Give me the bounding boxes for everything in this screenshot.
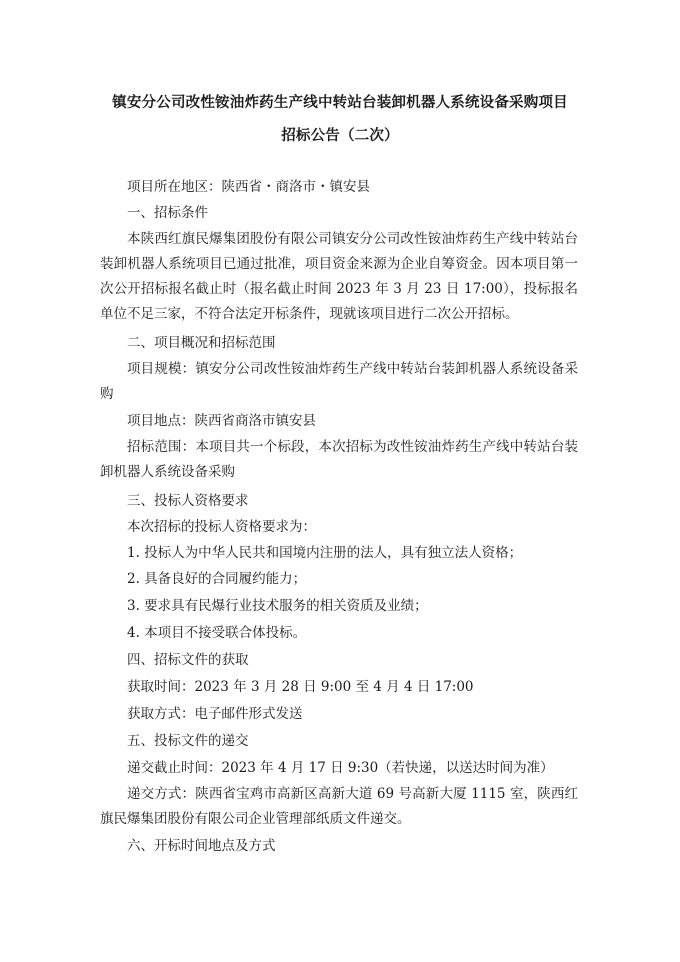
- document-title-line1: 镇安分公司改性铵油炸药生产线中转站台装卸机器人系统设备采购项目: [112, 94, 568, 111]
- section5-deadline: 递交截止时间：2023 年 4 月 17 日 9:30（若快递，以送达时间为准）: [127, 760, 554, 776]
- section6-heading: 六、开标时间地点及方式: [127, 838, 276, 854]
- qualification-item-4: 4. 本项目不接受联合体投标。: [127, 625, 307, 641]
- section3-heading: 三、投标人资格要求: [127, 493, 249, 509]
- section2-site: 项目地点：陕西省商洛市镇安县: [127, 413, 316, 429]
- section5-method: 递交方式：陕西省宝鸡市高新区高新大道 69 号高新大厦 1115 室，陕西红旗民爆集团股份有限公司企业管理部纸质文件递交。: [100, 786, 578, 827]
- section3-intro: 本次招标的投标人资格要求为：: [127, 519, 316, 535]
- section2-scope: 招标范围：本项目共一个标段，本次招标为改性铵油炸药生产线中转站台装卸机器人系统设备采购: [100, 439, 578, 480]
- qualification-item-3: 3. 要求具有民爆行业技术服务的相关资质及业绩；: [127, 598, 428, 614]
- section2-scale: 项目规模：镇安分公司改性铵油炸药生产线中转站台装卸机器人系统设备采购: [100, 361, 578, 402]
- project-location-line: 项目所在地区：陕西省・商洛市・镇安县: [127, 179, 370, 195]
- section5-heading: 五、投标文件的递交: [127, 733, 249, 749]
- document-title-line2: 招标公告（二次）: [281, 127, 399, 144]
- qualification-item-2: 2. 具备良好的合同履约能力；: [127, 571, 307, 587]
- qualification-item-1: 1. 投标人为中华人民共和国境内注册的法人，具有独立法人资格；: [127, 545, 523, 561]
- section4-time: 获取时间：2023 年 3 月 28 日 9:00 至 4 月 4 日 17:00: [127, 679, 474, 695]
- section4-heading: 四、招标文件的获取: [127, 652, 249, 668]
- section1-heading: 一、招标条件: [127, 205, 208, 221]
- section2-heading: 二、项目概况和招标范围: [127, 335, 276, 351]
- section4-method: 获取方式：电子邮件形式发送: [127, 706, 303, 722]
- section1-body: 本陕西红旗民爆集团股份有限公司镇安分公司改性铵油炸药生产线中转站台装卸机器人系统项目已通过批准，项目资金来源为企业自筹资金。因本项目第一次公开招标报名截止时（报名截止时间 2023 年 3 月 23 日 17:00），投标报名单位不足三家，不符合法定开标条件，现就该项目进行二次公开招标。: [100, 231, 578, 322]
